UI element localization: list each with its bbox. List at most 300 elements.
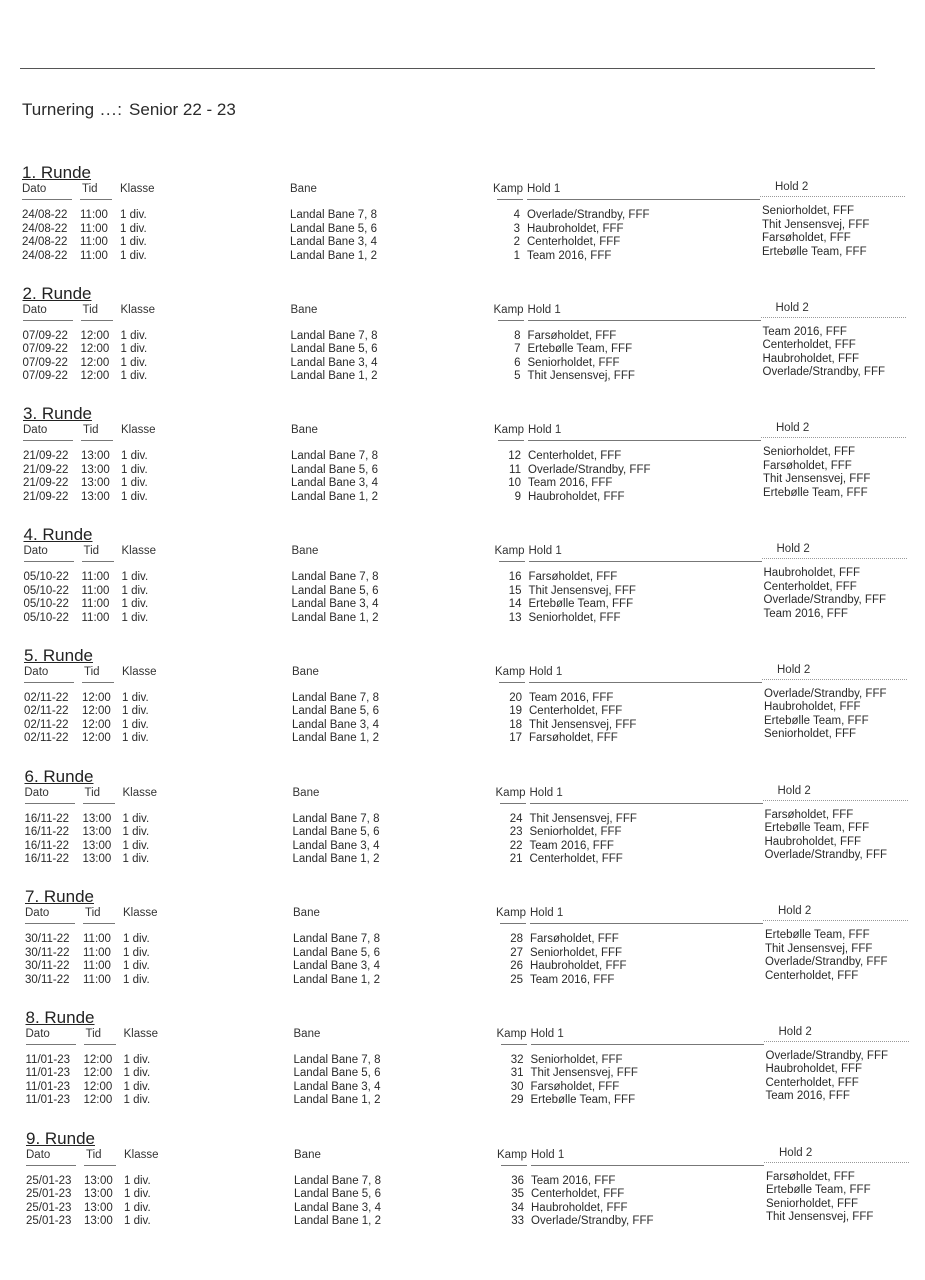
match-dato: 30/11-22 [25,946,70,959]
match-hold1: Farsøholdet, FFF [530,1080,620,1093]
header-dato: Dato [25,1027,50,1040]
match-hold1: Centerholdet, FFF [529,853,623,865]
match-klasse: 1 div. [121,477,148,490]
match-row [0,486,925,505]
header-dato: Dato [22,183,47,195]
match-hold2: Centerholdet, FFF [765,969,859,982]
header-hold1: Hold 1 [529,786,563,799]
match-klasse: 1 div. [120,222,147,235]
match-dato: 02/11-22 [24,705,69,718]
match-list [0,567,925,625]
header-hold1: Hold 1 [527,183,561,195]
header-tid: Tid [82,303,99,316]
match-bane: Landal Bane 5, 6 [292,705,379,718]
match-kamp: 33 [511,1215,524,1228]
match-hold1: Overlade/Strandby, FFF [531,1215,654,1228]
match-bane: Landal Bane 5, 6 [291,463,378,476]
match-kamp: 26 [510,960,523,973]
header-underline-hold2 [764,1162,909,1163]
match-dato: 11/01-23 [25,1067,71,1080]
match-hold1: Ertebølle Team, FFF [530,1094,636,1107]
match-hold1: Ertebølle Team, FFF [527,343,633,356]
match-bane: Landal Bane 7, 8 [292,812,380,825]
match-hold2: Centerholdet, FFF [763,580,857,593]
round-section [0,887,925,987]
match-klasse: 1 div. [121,490,148,503]
match-hold2: Farsøholdet, FFF [764,808,854,821]
header-underline-dato [26,1165,76,1166]
header-bane: Bane [292,665,319,678]
match-tid: 13:00 [81,463,110,476]
round-section [0,284,925,384]
match-hold1: Centerholdet, FFF [527,236,621,248]
match-list [0,808,925,867]
match-tid: 11:00 [83,946,111,959]
match-hold1: Seniorholdet, FFF [530,946,623,959]
header-kamp: Kamp [495,786,526,799]
match-klasse: 1 div. [122,826,150,838]
match-dato: 05/10-22 [23,571,69,584]
match-klasse: 1 div. [120,329,148,342]
match-bane: Landal Bane 5, 6 [290,343,378,356]
match-kamp: 16 [508,571,522,584]
match-hold2: Farsøholdet, FFF [763,459,852,472]
header-underline-kamp [499,561,525,562]
round-title: 6. Runde [24,766,94,786]
round-title: 7. Runde [25,887,94,907]
match-row [0,1211,925,1229]
match-bane: Landal Bane 5, 6 [294,1188,381,1201]
header-hold1: Hold 1 [530,1027,564,1040]
match-kamp: 20 [509,691,522,704]
match-dato: 24/08-22 [22,249,68,262]
match-klasse: 1 div. [123,1053,151,1066]
match-tid: 13:00 [84,1201,113,1214]
match-hold1: Team 2016, FFF [529,691,614,704]
header-underline-hold2 [762,679,907,680]
header-klasse: Klasse [120,303,156,316]
match-tid: 12:00 [83,1053,113,1066]
header-underline-tid [84,1044,116,1045]
header-underline-kamp [501,1044,527,1045]
match-bane: Landal Bane 5, 6 [293,946,380,959]
match-tid: 13:00 [82,839,112,852]
header-tid: Tid [83,545,100,558]
header-klasse: Klasse [123,907,158,920]
match-hold2: Farsøholdet, FFF [766,1170,855,1183]
header-hold2: Hold 2 [777,663,811,676]
match-dato: 25/01-23 [26,1174,72,1187]
header-klasse: Klasse [123,1027,159,1040]
match-klasse: 1 div. [121,611,149,624]
round-section [0,1008,925,1108]
match-hold1: Centerholdet, FFF [528,450,622,463]
match-tid: 13:00 [81,490,110,503]
match-bane: Landal Bane 3, 4 [291,598,379,611]
match-hold2: Haubroholdet, FFF [763,567,861,580]
header-tid: Tid [85,1027,102,1040]
match-tid: 11:00 [80,209,108,221]
match-tid: 13:00 [84,1215,113,1228]
match-bane: Landal Bane 5, 6 [291,584,379,597]
header-underline-dato [23,320,73,321]
round-title: 4. Runde [23,525,93,545]
match-bane: Landal Bane 7, 8 [294,1174,381,1187]
match-list [0,446,925,504]
match-kamp: 13 [508,611,522,624]
match-row [0,969,925,988]
header-klasse: Klasse [122,786,158,799]
header-klasse: Klasse [121,545,157,558]
header-hold2: Hold 2 [778,905,812,918]
match-bane: Landal Bane 3, 4 [290,236,377,248]
match-hold1: Overlade/Strandby, FFF [527,209,650,221]
match-hold2: Ertebølle Team, FFF [764,714,869,727]
match-hold1: Team 2016, FFF [531,1174,616,1187]
match-bane: Landal Bane 7, 8 [291,571,379,584]
header-tid: Tid [83,424,99,437]
match-hold2: Overlade/Strandby, FFF [763,594,886,607]
header-hold2: Hold 2 [776,543,810,556]
match-tid: 11:00 [80,249,108,262]
header-bane: Bane [291,424,318,437]
match-hold1: Farsøholdet, FFF [530,933,619,946]
header-bane: Bane [292,786,320,799]
match-hold2: Haubroholdet, FFF [765,1063,863,1076]
header-underline-tid [81,320,113,321]
round-section [0,767,925,867]
match-bane: Landal Bane 1, 2 [293,973,380,986]
match-bane: Landal Bane 7, 8 [290,209,377,221]
match-hold2: Ertebølle Team, FFF [765,929,870,942]
header-hold2: Hold 2 [776,422,810,435]
match-hold1: Haubroholdet, FFF [531,1201,628,1214]
match-tid: 11:00 [83,933,111,946]
match-klasse: 1 div. [123,1080,151,1093]
match-hold2: Seniorholdet, FFF [766,1197,859,1210]
header-underline-hold1 [531,1165,764,1166]
match-kamp: 15 [508,584,522,597]
header-dato: Dato [25,907,50,920]
match-hold2: Overlade/Strandby, FFF [765,956,888,969]
match-kamp: 24 [509,812,523,825]
match-hold2: Overlade/Strandby, FFF [765,1049,888,1062]
match-hold1: Haubroholdet, FFF [528,490,625,503]
match-hold1: Seniorholdet, FFF [528,611,621,624]
match-klasse: 1 div. [122,839,150,852]
header-underline-hold2 [761,317,906,318]
header-underline-hold2 [763,800,908,801]
match-hold1: Seniorholdet, FFF [529,826,622,838]
match-bane: Landal Bane 3, 4 [291,477,378,490]
header-bane: Bane [293,907,320,920]
header-underline-dato [25,923,75,924]
header-underline-tid [83,923,115,924]
match-kamp: 35 [511,1188,524,1201]
match-row [0,245,925,264]
header-underline-tid [84,1165,116,1166]
match-tid: 12:00 [83,1080,113,1093]
match-kamp: 34 [511,1201,524,1214]
match-bane: Landal Bane 7, 8 [292,691,379,704]
match-dato: 24/08-22 [22,209,68,221]
match-dato: 21/09-22 [23,477,69,490]
match-dato: 05/10-22 [23,598,69,611]
header-underline-dato [26,1044,76,1045]
match-dato: 25/01-23 [26,1215,72,1228]
match-hold2: Seniorholdet, FFF [762,205,855,217]
match-kamp: 27 [510,946,523,959]
match-bane: Landal Bane 1, 2 [293,1094,381,1107]
match-klasse: 1 div. [121,571,149,584]
header-klasse: Klasse [124,1148,159,1161]
header-underline-kamp [497,199,523,200]
round-section [0,525,925,625]
header-kamp: Kamp [494,545,525,558]
match-hold1: Team 2016, FFF [527,249,612,262]
header-underline-hold2 [763,920,908,921]
match-bane: Landal Bane 3, 4 [293,1080,381,1093]
match-hold1: Thit Jensensvej, FFF [529,812,637,825]
match-klasse: 1 div. [123,973,150,986]
match-hold1: Seniorholdet, FFF [527,356,620,369]
match-bane: Landal Bane 1, 2 [294,1215,381,1228]
header-bane: Bane [291,545,319,558]
match-hold2: Thit Jensensvej, FFF [765,942,873,955]
match-hold2: Overlade/Strandby, FFF [762,366,885,379]
tournament-name: Senior 22 - 23 [129,100,236,119]
match-tid: 13:00 [81,450,110,463]
match-bane: Landal Bane 3, 4 [294,1201,381,1214]
match-bane: Landal Bane 1, 2 [292,732,379,745]
match-klasse: 1 div. [121,584,149,597]
match-kamp: 28 [510,933,523,946]
match-tid: 11:00 [81,598,110,611]
header-underline-hold1 [529,682,762,683]
match-bane: Landal Bane 3, 4 [290,356,378,369]
match-hold2: Thit Jensensvej, FFF [762,218,870,231]
match-bane: Landal Bane 3, 4 [292,839,380,852]
match-bane: Landal Bane 7, 8 [291,450,378,463]
match-hold2: Thit Jensensvej, FFF [766,1211,874,1224]
header-bane: Bane [293,1027,321,1040]
match-row [0,607,925,626]
match-klasse: 1 div. [121,450,148,463]
round-section [0,1129,925,1229]
match-hold2: Team 2016, FFF [763,607,848,620]
match-dato: 30/11-22 [25,933,70,946]
match-dato: 07/09-22 [22,370,68,383]
match-dato: 21/09-22 [23,450,69,463]
header-hold2: Hold 2 [778,1025,812,1038]
match-klasse: 1 div. [123,1094,151,1107]
header-underline-kamp [498,320,524,321]
match-hold2: Haubroholdet, FFF [762,352,860,365]
round-section [0,646,925,746]
header-underline-kamp [499,682,525,683]
match-klasse: 1 div. [123,1067,151,1080]
match-hold2: Team 2016, FFF [762,325,847,338]
match-tid: 12:00 [82,732,111,745]
header-tid: Tid [84,665,100,678]
header-bane: Bane [294,1148,321,1161]
match-hold1: Thit Jensensvej, FFF [527,370,635,383]
match-kamp: 25 [510,973,523,986]
header-tid: Tid [84,786,101,799]
match-klasse: 1 div. [122,853,150,865]
match-list [0,687,925,746]
match-tid: 12:00 [83,1067,113,1080]
match-tid: 13:00 [84,1174,113,1187]
header-kamp: Kamp [494,424,525,437]
header-underline-hold1 [531,1044,764,1045]
match-hold2: Ertebølle Team, FFF [766,1184,871,1197]
round-title: 9. Runde [26,1128,95,1148]
match-hold1: Overlade/Strandby, FFF [528,463,651,476]
match-klasse: 1 div. [123,946,150,959]
match-tid: 11:00 [83,960,111,973]
match-list [0,205,925,263]
match-klasse: 1 div. [123,960,150,973]
match-kamp: 12 [508,450,521,463]
header-tid: Tid [85,907,101,920]
match-klasse: 1 div. [124,1174,151,1187]
match-tid: 11:00 [83,973,111,986]
match-row [0,728,925,746]
match-row [0,1090,925,1108]
top-divider [20,68,875,69]
match-hold1: Team 2016, FFF [529,839,614,852]
match-kamp: 19 [509,705,522,718]
header-hold2: Hold 2 [779,1146,813,1159]
match-kamp: 31 [510,1067,524,1080]
match-tid: 11:00 [81,611,110,624]
match-hold2: Farsøholdet, FFF [762,232,851,244]
match-bane: Landal Bane 1, 2 [291,490,378,503]
header-underline-hold1 [528,440,761,441]
match-bane: Landal Bane 5, 6 [292,826,380,838]
header-underline-kamp [501,1165,527,1166]
header-underline-dato [25,803,75,804]
match-bane: Landal Bane 5, 6 [290,222,377,235]
header-underline-tid [82,682,114,683]
match-klasse: 1 div. [124,1188,151,1201]
header-underline-dato [22,199,72,200]
match-dato: 07/09-22 [22,343,68,356]
match-hold2: Centerholdet, FFF [765,1076,859,1089]
match-hold2: Ertebølle Team, FFF [763,486,868,499]
match-bane: Landal Bane 3, 4 [292,718,379,731]
header-hold1: Hold 1 [527,303,561,316]
header-underline-hold1 [529,561,762,562]
match-dato: 11/01-23 [25,1094,71,1107]
match-kamp: 11 [509,463,521,476]
match-tid: 13:00 [82,826,112,838]
header-underline-tid [82,561,114,562]
round-title: 2. Runde [22,283,92,303]
match-bane: Landal Bane 1, 2 [291,611,379,624]
match-klasse: 1 div. [124,1215,151,1228]
match-dato: 11/01-23 [25,1053,71,1066]
match-hold1: Seniorholdet, FFF [530,1053,623,1066]
match-list [0,1049,925,1108]
match-klasse: 1 div. [122,718,149,731]
match-klasse: 1 div. [123,933,150,946]
tournament-title [22,100,236,120]
match-tid: 12:00 [80,343,110,356]
match-bane: Landal Bane 3, 4 [293,960,380,973]
header-dato: Dato [24,665,49,678]
match-row [0,849,925,867]
header-underline-kamp [500,803,526,804]
match-tid: 13:00 [81,477,110,490]
match-klasse: 1 div. [121,463,148,476]
match-dato: 02/11-22 [24,691,69,704]
match-kamp: 22 [509,839,523,852]
header-tid: Tid [86,1148,102,1161]
match-klasse: 1 div. [120,249,147,262]
match-klasse: 1 div. [124,1201,151,1214]
header-tid: Tid [82,183,98,195]
match-klasse: 1 div. [122,812,150,825]
match-hold2: Haubroholdet, FFF [764,835,862,848]
match-tid: 13:00 [82,812,112,825]
match-hold2: Overlade/Strandby, FFF [764,849,887,861]
header-dato: Dato [23,424,48,437]
match-hold1: Haubroholdet, FFF [527,222,624,235]
match-hold2: Seniorholdet, FFF [763,446,856,459]
match-dato: 24/08-22 [22,236,68,248]
match-dato: 02/11-22 [24,718,69,731]
match-hold2: Centerholdet, FFF [762,339,856,352]
match-hold1: Thit Jensensvej, FFF [528,584,636,597]
match-row [0,366,925,384]
tournament-separator: ...: [100,100,124,119]
match-dato: 05/10-22 [23,584,69,597]
round-section [0,163,925,263]
header-hold2: Hold 2 [775,301,809,314]
match-klasse: 1 div. [120,370,148,383]
match-tid: 11:00 [80,236,108,248]
header-underline-tid [80,199,112,200]
header-kamp: Kamp [493,303,524,316]
header-klasse: Klasse [120,183,155,195]
match-tid: 11:00 [81,584,110,597]
match-tid: 12:00 [80,370,110,383]
header-dato: Dato [24,786,49,799]
round-title: 1. Runde [22,163,91,182]
match-bane: Landal Bane 7, 8 [293,933,380,946]
match-klasse: 1 div. [120,343,148,356]
match-hold2: Seniorholdet, FFF [764,728,857,741]
match-tid: 12:00 [82,691,111,704]
header-hold1: Hold 1 [528,424,562,437]
match-tid: 12:00 [83,1094,113,1107]
match-hold1: Centerholdet, FFF [529,705,623,718]
match-klasse: 1 div. [122,705,149,718]
match-kamp: 3 [513,222,520,235]
match-dato: 16/11-22 [24,812,70,825]
match-kamp: 36 [511,1174,524,1187]
match-kamp: 29 [510,1094,524,1107]
match-kamp: 7 [514,343,521,356]
match-hold1: Thit Jensensvej, FFF [529,718,637,731]
match-bane: Landal Bane 5, 6 [293,1067,381,1080]
match-kamp: 14 [508,598,522,611]
header-dato: Dato [22,303,47,316]
match-tid: 12:00 [80,356,110,369]
match-tid: 12:00 [80,329,110,342]
